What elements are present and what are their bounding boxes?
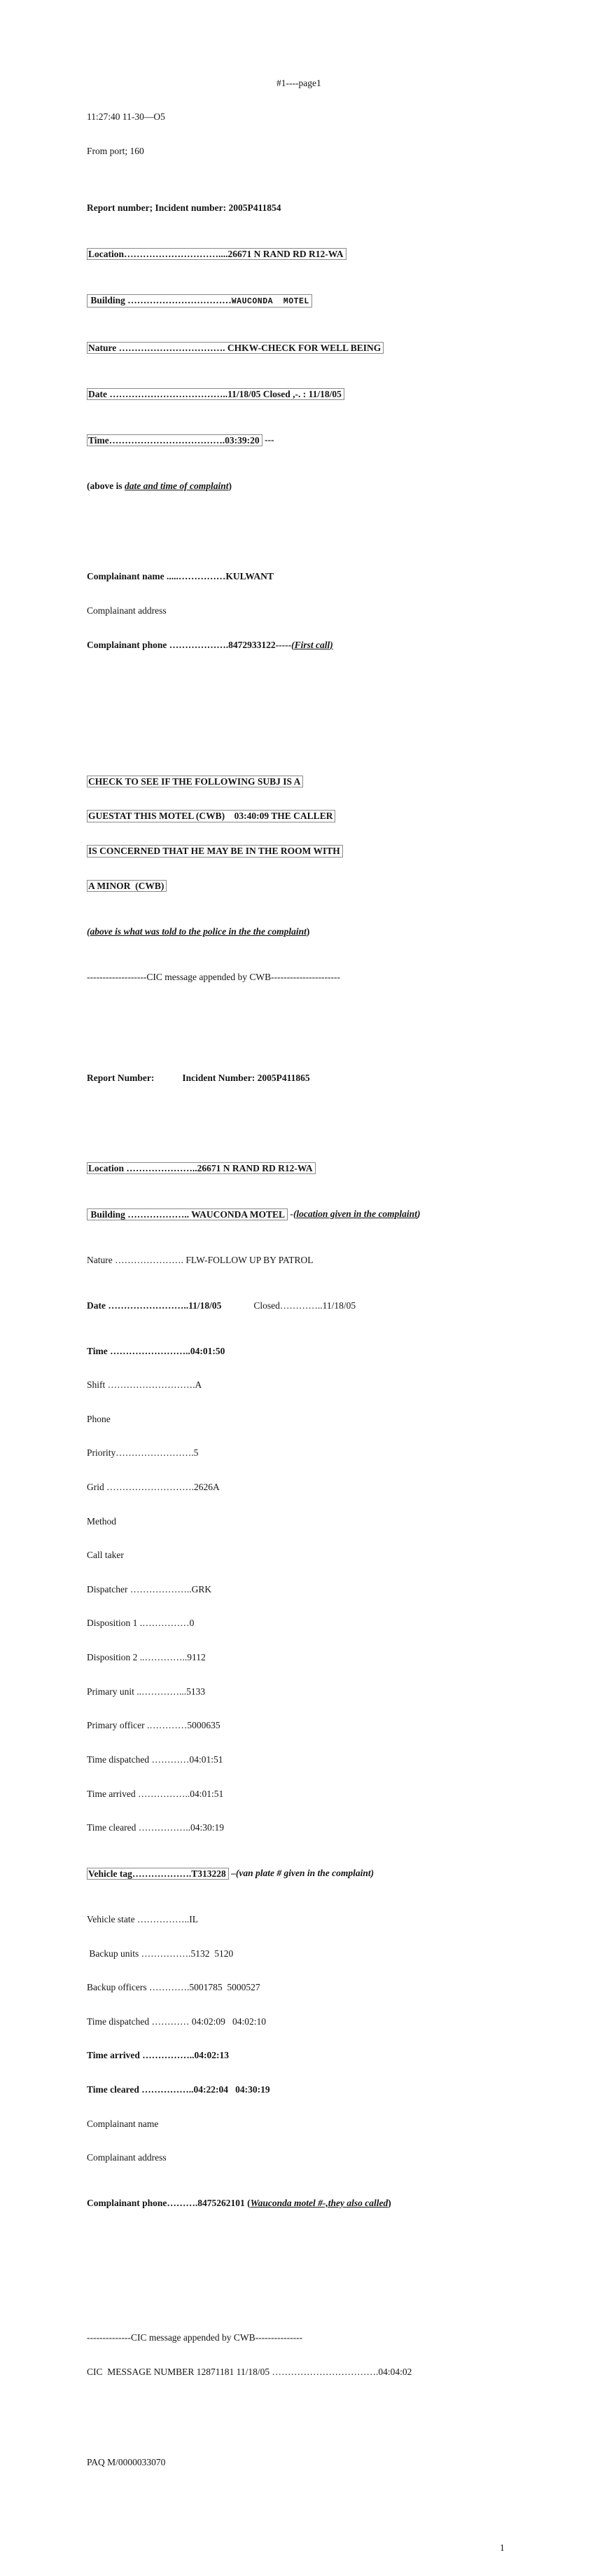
incident2-dispatcher-line: Dispatcher ………………..GRK [87,1583,212,1594]
cic-message-line: CIC MESSAGE NUMBER 12871181 11/18/05 …………………………….04:04:02 [87,2366,412,2377]
check-block-line2: GUESTAT THIS MOTEL (CWB) 03:40:09 THE CALLER [87,810,574,822]
cic-divider-2: --------------CIC message appended by CWB--------------- [87,2332,303,2343]
incident1-nature-line [87,342,574,354]
timestamp-line: 11:27:40 11-30—O5 [87,111,165,123]
date-field: Date ………………………………..11/18/05 Closed ,-. : 11/18/05 [87,388,344,400]
time-suffix: --- [262,434,274,445]
incident2-time-cleared2-line: Time cleared ……………..04:22:04 04:30:19 [87,2083,270,2095]
time-field: Time……………………………….03:39:20 [87,434,262,446]
incident2-method-line: Method [87,1515,116,1527]
incident1-report-line: Report number; Incident number: 2005P411854 [87,202,281,214]
incident2-vehicle-tag-line [87,1868,574,1880]
incident2-shift-line: Shift ……………………….A [87,1379,202,1391]
incident2-disposition2-line: Disposition 2 ..…………..9112 [87,1652,206,1663]
incident2-time-dispatched-line: Time dispatched …………04:01:51 [87,1754,223,1765]
spacer [87,526,574,537]
incident2-number: Incident Number: 2005P411865 [182,1072,310,1083]
paq-line: PAQ M/0000033070 [87,2457,166,2468]
incident2-time-dispatched2-line: Time dispatched ………… 04:02:09 04:02:10 [87,2016,266,2027]
incident2-backup-units-line: Backup units …………….5132 5120 [87,1948,234,1959]
cic-divider-1: -------------------CIC message appended by CWB---------------------- [87,971,341,982]
incident2-nature-line: Nature …………………. FLW-FOLLOW UP BY PATROL [87,1254,314,1265]
note-underlined: date and time of complaint [125,480,229,491]
spacer [87,2411,574,2423]
incident1-date-line [87,388,574,400]
phone-note: Wauconda motel #-,they also called [250,2198,388,2209]
check-block-line1: CHECK TO SEE IF THE FOLLOWING SUBJ IS A [87,776,574,787]
incident2-grid-line: Grid ……………………….2626A [87,1482,220,1493]
incident2-complainant-address-line: Complainant address [87,2152,167,2163]
closed-date: Closed…………..11/18/05 [253,1300,356,1311]
incident2-time-line: Time ……………………..04:01:50 [87,1345,225,1356]
incident2-report-line: Report Number: Incident Number: 2005P411865 [87,1072,310,1083]
incident2-primary-officer-line: Primary officer .…………5000635 [87,1720,220,1731]
incident2-time-arrived2-line: Time arrived ……………..04:02:13 [87,2050,229,2061]
nature-field: Nature ……………………………. CHKW-CHECK FOR WELL BEING [87,342,384,354]
incident2-vehicle-state-line: Vehicle state ……………..IL [87,1913,198,1924]
building-note: (location given in the complaint [293,1208,417,1219]
first-call-note: (First call) [291,639,333,650]
spacer [87,2502,574,2508]
spacer [87,684,574,696]
incident1-complainant-phone: Complainant phone ……………….8472933122-----(First call) [87,639,333,650]
incident1-note-line: (above is date and time of complaint) [87,480,232,491]
incident1-location-line [87,248,574,260]
incident2-complainant-phone-line: Complainant phone……….8475262101 (Wauconda motel #-,they also called) [87,2198,391,2209]
building-field-2: Building ……………….. WAUCONDA MOTEL [87,1208,288,1220]
from-port-line: From port; 160 [87,146,144,157]
spacer [87,1017,574,1027]
incident1-complainant-address: Complainant address [87,605,167,616]
incident1-complainant-name: Complainant name .....……………KULWANT [87,571,274,582]
location-field: Location…………………………....26671 N RAND RD R12-WA [87,248,346,260]
incident2-date-line: Date ……………………..11/18/05 Closed…………..11/18/05 [87,1300,356,1311]
location-field-2: Location …………………..26671 N RAND RD R12-WA [87,1162,316,1174]
spacer [87,1117,574,1128]
incident2-priority-line: Priority…………………….5 [87,1447,199,1459]
incident1-building-line [87,294,574,308]
incident2-backup-officers-line: Backup officers ………….5001785 5000527 [87,1982,260,1993]
spacer [87,2243,574,2254]
incident2-complainant-name-line: Complainant name [87,2118,159,2129]
building-value: WAUCONDA MOTEL [231,296,309,306]
building-field: Building ……………………………WAUCONDA MOTEL [87,294,312,308]
spacer [87,719,574,730]
spacer [87,2277,574,2287]
incident2-time-arrived-line: Time arrived ……………..04:01:51 [87,1788,224,1799]
incident1-time-line [87,434,574,446]
incident2-call-taker-line: Call taker [87,1550,124,1561]
incident2-time-cleared-line: Time cleared ……………..04:30:19 [87,1822,224,1833]
check-block-line4: A MINOR (CWB) [87,880,574,892]
incident2-location-line [87,1162,574,1174]
incident2-disposition1-line: Disposition 1 .……………0 [87,1618,195,1629]
page-header: #1----page1 [276,77,321,88]
check-block-note: (above is what was told to the police in the the complaint) [87,926,310,937]
incident2-building-line: Building ……………….. WAUCONDA MOTEL -(location given in the complaint) [88,1208,421,1220]
vehicle-tag-field: Vehicle tag……………….T313228 [87,1868,229,1880]
check-block-line3: IS CONCERNED THAT HE MAY BE IN THE ROOM WITH [87,845,574,857]
page-number: 1 [500,2542,505,2553]
incident2-phone-line: Phone [87,1413,111,1424]
vehicle-tag-note: –(van plate # given in the complaint) [228,1867,374,1878]
incident2-primary-unit-line: Primary unit ..…………...5133 [87,1686,206,1697]
